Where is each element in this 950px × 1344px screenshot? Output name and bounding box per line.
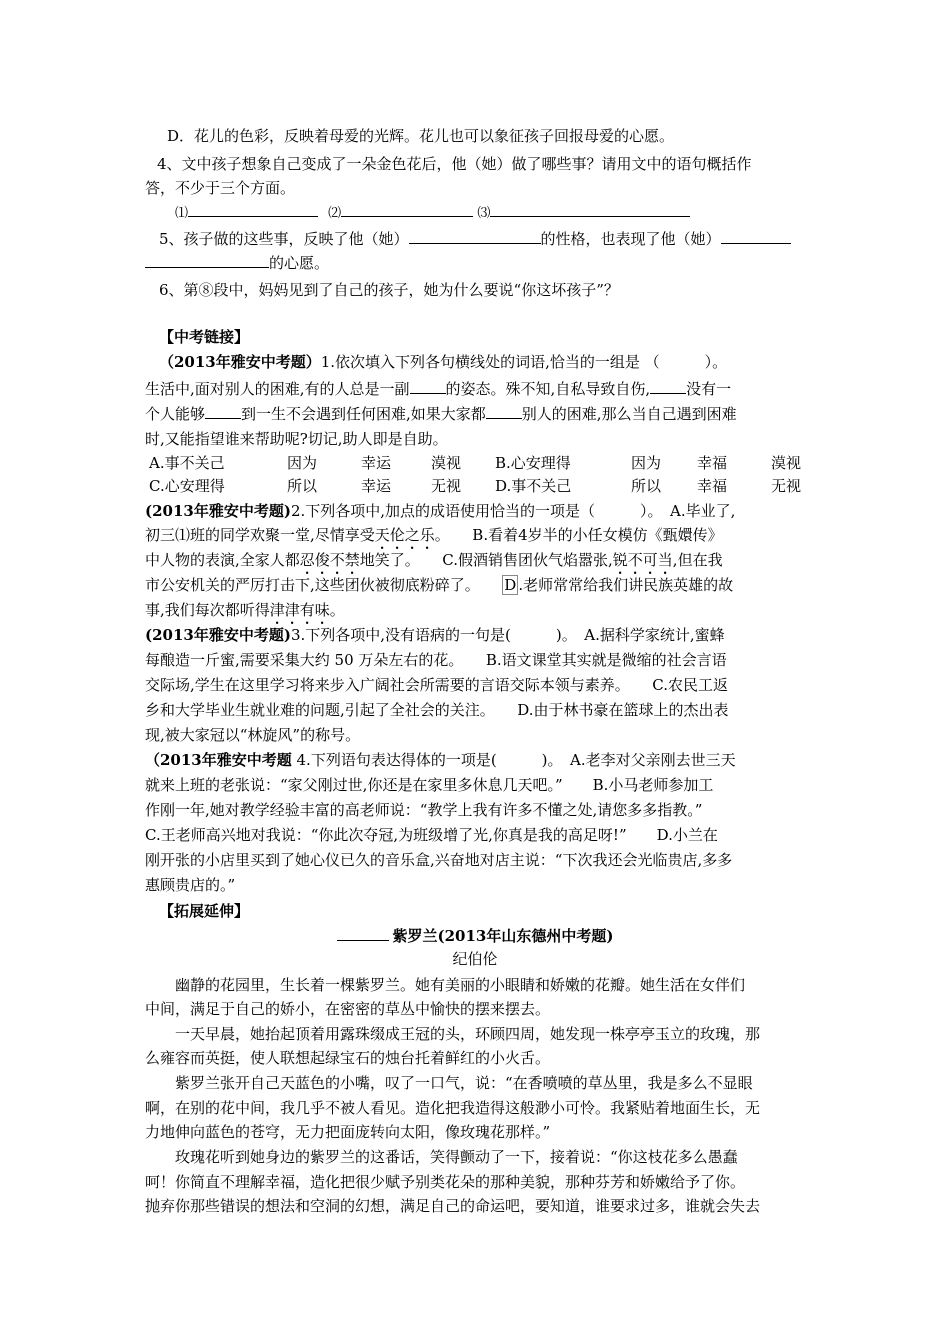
- zk-q4-line6: [145, 873, 810, 897]
- p1-l2: 中间，满足于自己的娇小，在密密的草丛中愉快的摆来摆去。: [145, 1000, 551, 1018]
- zk-q2-idiom-4: 津津有味: [269, 601, 330, 619]
- answer-blanks: [145, 201, 810, 226]
- q5-blank-3[interactable]: [145, 252, 269, 268]
- p3-l2: 啊，在别的花中间，我几乎不被人看见。造化把我造得这般渺小可怜。我紧贴着地面生长，无: [145, 1099, 761, 1117]
- zk-q2-l2b: 。 B.看着4岁半的小任女模仿《甄嬛传》: [434, 526, 723, 544]
- zk-q3-line4: [145, 698, 810, 722]
- blank-3-line[interactable]: [490, 201, 690, 217]
- zk-q4-l2: 就来上班的老张说：“家父刚过世,你还是在家里多休息几天吧。” B.小马老师参加工: [145, 776, 714, 794]
- blank-2-line[interactable]: [341, 201, 473, 217]
- zk-q2-l2a: 初三⑴班的同学欢聚一堂,尽情享受: [145, 526, 375, 544]
- p2-l1: 一天早晨，她抬起顶着用露珠缀成王冠的头，环顾四周，她发现一株亭亭玉立的玫瑰，那: [175, 1025, 761, 1043]
- p1-l1: 幽静的花园里，生长着一棵紫罗兰。她有美丽的小眼睛和娇嫩的花瓣。她生活在女伴们: [175, 976, 746, 994]
- q5-text-a: 5、孩子做的这些事，反映了他（她）: [159, 230, 409, 248]
- option-d-2: 所以: [631, 477, 662, 495]
- zk-q4-line2: [145, 773, 810, 797]
- zk-q2-line1: [145, 499, 810, 523]
- p4-l2: 呵！你简直不理解幸福，造化把很少赋予别类花朵的那种美貌，那种芬芳和娇嫩给予了你。: [145, 1173, 746, 1191]
- zk-q2-l4b: .老师常常给我们讲民族英雄的故: [518, 576, 734, 594]
- p3-l1: 紫罗兰张开自己天蓝色的小嘴，叹了一口气，说：“在香喷喷的草丛里，我是多么不显眼: [175, 1074, 753, 1092]
- zk-q1-options-row-2: [145, 474, 810, 498]
- zk-q2-stem: 2.下列各项中,加点的成语使用恰当的一项是（ ）。 A.毕业了,: [290, 502, 736, 520]
- zk-q2-l5b: 。: [329, 601, 345, 619]
- blank-1-label: ⑴: [175, 206, 189, 221]
- extension-heading-text: 【拓展延伸】: [159, 902, 250, 920]
- p4-l1: 玫瑰花听到她身边的紫罗兰的这番话，笑得颤动了一下，接着说：“你这枝花多么愚蠢: [175, 1148, 738, 1166]
- option-c-3: 幸运: [361, 477, 392, 495]
- blank-2-label: ⑵: [328, 206, 342, 221]
- q5-text-c: 的心愿。: [269, 254, 330, 272]
- zk-q2-source: (2013年雅安中考题): [145, 502, 291, 520]
- section-heading-zhongkao: [145, 325, 810, 349]
- option-c-2: 所以: [287, 477, 318, 495]
- zk-q3-line3: [145, 673, 810, 697]
- zk-q1-blank-2[interactable]: [650, 378, 686, 394]
- zk-q2-idiom-3: 锐不可当: [612, 551, 673, 569]
- zk-q4-l5: 刚开张的小店里买到了她心仪已久的音乐盒,兴奋地对店主说：“下次我还会光临贵店,多多: [145, 851, 733, 869]
- zk-q3-line2: [145, 648, 810, 672]
- zk-q4-line5: [145, 848, 810, 872]
- zk-q1-l2c: 没有一: [686, 380, 732, 398]
- option-b-1: B.心安理得: [495, 454, 571, 472]
- option-d-4: 无视: [771, 477, 802, 495]
- question-5-line2: [145, 251, 810, 275]
- article-author-text: 纪伯伦: [452, 950, 498, 968]
- title-blank[interactable]: [337, 925, 389, 941]
- q4-text-2: 答，不少于三个方面。: [145, 179, 296, 197]
- zk-q3-source: (2013年雅安中考题): [145, 626, 291, 644]
- zk-q3-line1: [145, 623, 810, 647]
- q6-text: 6、第⑧段中，妈妈见到了自己的孩子，她为什么要说“你这坏孩子”？: [159, 281, 619, 299]
- zk-q2-idiom-2: 忍俊不禁: [299, 551, 360, 569]
- zk-q1-l2b: 的姿态。殊不知,自私导致自伤,: [445, 380, 651, 398]
- zk-q1-source: （2013年雅安中考题）: [159, 353, 321, 371]
- zk-q4-l4: C.王老师高兴地对我说：“你此次夺冠,为班级增了光,你真是我的高足呀!” D.小兰在: [145, 826, 718, 844]
- article-author: [0, 948, 950, 969]
- zk-q2-l3b: 地笑了。 C.假酒销售团伙气焰嚣张,: [359, 551, 613, 569]
- zk-q1-l2a: 生活中,面对别人的困难,有的人总是一副: [145, 380, 410, 398]
- option-b-4: 漠视: [771, 454, 802, 472]
- zk-q1-l4: 时,又能指望谁来帮助呢?切记,助人即是自助。: [145, 430, 448, 448]
- zk-q2-l3a: 中人物的表演,全家人都: [145, 551, 300, 569]
- zk-q4-stem: 4.下列语句表达得体的一项是( )。 A.老李对父亲刚去世三天: [291, 751, 736, 769]
- q5-blank-1[interactable]: [409, 228, 541, 244]
- option-c-4: 无视: [431, 477, 462, 495]
- para-4-line2: [145, 1170, 810, 1194]
- option-a-3: 幸运: [361, 454, 392, 472]
- zk-q2-l4a: 市公安机关的严厉打击下,这些团伙被彻底粉碎了。: [145, 576, 503, 594]
- zk-q1-blank-1[interactable]: [410, 378, 446, 394]
- zk-q1-line2: [145, 377, 810, 401]
- zk-q2-option-d-marker: D: [504, 576, 517, 594]
- para-4-line3: [145, 1194, 810, 1218]
- zk-q1-stem: 1.依次填入下列各句横线处的词语,恰当的一组是 （ ）。: [320, 353, 728, 371]
- zhongkao-heading-text: 【中考链接】: [159, 328, 250, 346]
- zk-q3-l3: 交际场,学生在这里学习将来步入广阔社会所需要的言语交际本领与素养。 C.农民工返: [145, 676, 728, 694]
- zk-q3-stem: 3.下列各项中,没有语病的一句是( )。 A.据科学家统计,蜜蜂: [290, 626, 725, 644]
- zk-q4-line3: [145, 798, 810, 822]
- zk-q4-line4: [145, 823, 810, 847]
- option-a-2: 因为: [287, 454, 318, 472]
- zk-q4-line1: [145, 748, 810, 772]
- question-4-line2: [145, 176, 810, 200]
- para-3-line1: [145, 1071, 810, 1095]
- blank-1-line[interactable]: [188, 201, 318, 217]
- question-5-line1: [145, 227, 810, 251]
- q4-text-1: 4、文中孩子想象自己变成了一朵金色花后，他（她）做了哪些事？请用文中的语句概括作: [157, 155, 752, 173]
- para-3-line3: [145, 1120, 810, 1144]
- zk-q2-l5a: 事,我们每次都听得: [145, 601, 270, 619]
- option-d-text: D．花儿的色彩，反映着母爱的光辉。花儿也可以象征孩子回报母爱的心愿。: [167, 127, 675, 145]
- zk-q4-source: （2013年雅安中考题: [145, 751, 292, 769]
- zk-q4-l6: 惠顾贵店的。”: [145, 876, 236, 894]
- zk-q2-l3c: ,但在我: [672, 551, 723, 569]
- para-1-line1: [145, 973, 810, 997]
- option-d-1: D.事不关己: [495, 477, 572, 495]
- option-d: [145, 124, 810, 148]
- p4-l3: 抛弃你那些错误的想法和空洞的幻想，满足自己的命运吧，要知道，谁要求过多，谁就会失去: [145, 1197, 761, 1215]
- zk-q1-line4: [145, 427, 810, 451]
- para-1-line2: [145, 997, 810, 1021]
- zk-q1-l3b: 到一生不会遇到任何困难,如果大家都: [241, 405, 486, 423]
- p3-l3: 力地伸向蓝色的苍穹，无力把面庞转向太阳，像玫瑰花那样。”: [145, 1123, 551, 1141]
- zk-q1-blank-4[interactable]: [486, 403, 522, 419]
- q5-blank-2[interactable]: [721, 228, 791, 244]
- section-heading-extension: [145, 899, 810, 923]
- option-b-3: 幸福: [697, 454, 728, 472]
- article-title-text: 紫罗兰(2013年山东德州中考题): [392, 927, 614, 945]
- option-d-3: 幸福: [697, 477, 728, 495]
- zk-q1-line3: [145, 402, 810, 426]
- option-a-4: 漠视: [431, 454, 462, 472]
- zk-q1-blank-3[interactable]: [205, 403, 241, 419]
- para-3-line2: [145, 1096, 810, 1120]
- zk-q2-idiom-1: 天伦之乐: [374, 526, 435, 544]
- zk-q3-l2: 每酿造一斤蜜,需要采集大约 50 万朵左右的花。 B.语文课堂其实就是微缩的社会言语: [145, 651, 727, 669]
- para-2-line2: [145, 1046, 810, 1070]
- zk-q2-line4: [145, 573, 810, 597]
- q5-text-b: 的性格，也表现了他（她）: [540, 230, 721, 248]
- option-a-1: A.事不关己: [149, 454, 225, 472]
- zk-q1-l3a: 个人能够: [145, 405, 206, 423]
- zk-q3-l5: 现,被大家冠以“林旋风”的称号。: [145, 726, 361, 744]
- zk-q3-l4: 乡和大学毕业生就业难的问题,引起了全社会的关注。 D.由于林书豪在篮球上的杰出表: [145, 701, 729, 719]
- article-title: [0, 925, 950, 946]
- zk-q1-options-row-1: [145, 451, 810, 475]
- zk-q3-line5: [145, 723, 810, 747]
- option-c-1: C.心安理得: [149, 477, 225, 495]
- p2-l2: 么雍容而英挺，使人联想起绿宝石的烛台托着鲜红的小火舌。: [145, 1049, 551, 1067]
- para-2-line1: [145, 1022, 810, 1046]
- para-4-line1: [145, 1145, 810, 1169]
- question-4-line1: [145, 152, 810, 176]
- zk-q1-l3c: 别人的困难,那么当自己遇到困难: [521, 405, 737, 423]
- zk-q4-l3: 作刚一年,她对教学经验丰富的高老师说：“教学上我有许多不懂之处,请您多多指教。”: [145, 801, 703, 819]
- option-b-2: 因为: [631, 454, 662, 472]
- blank-3-label: ⑶: [477, 206, 491, 221]
- zk-q1-line1: [145, 350, 810, 374]
- question-6: [145, 278, 810, 302]
